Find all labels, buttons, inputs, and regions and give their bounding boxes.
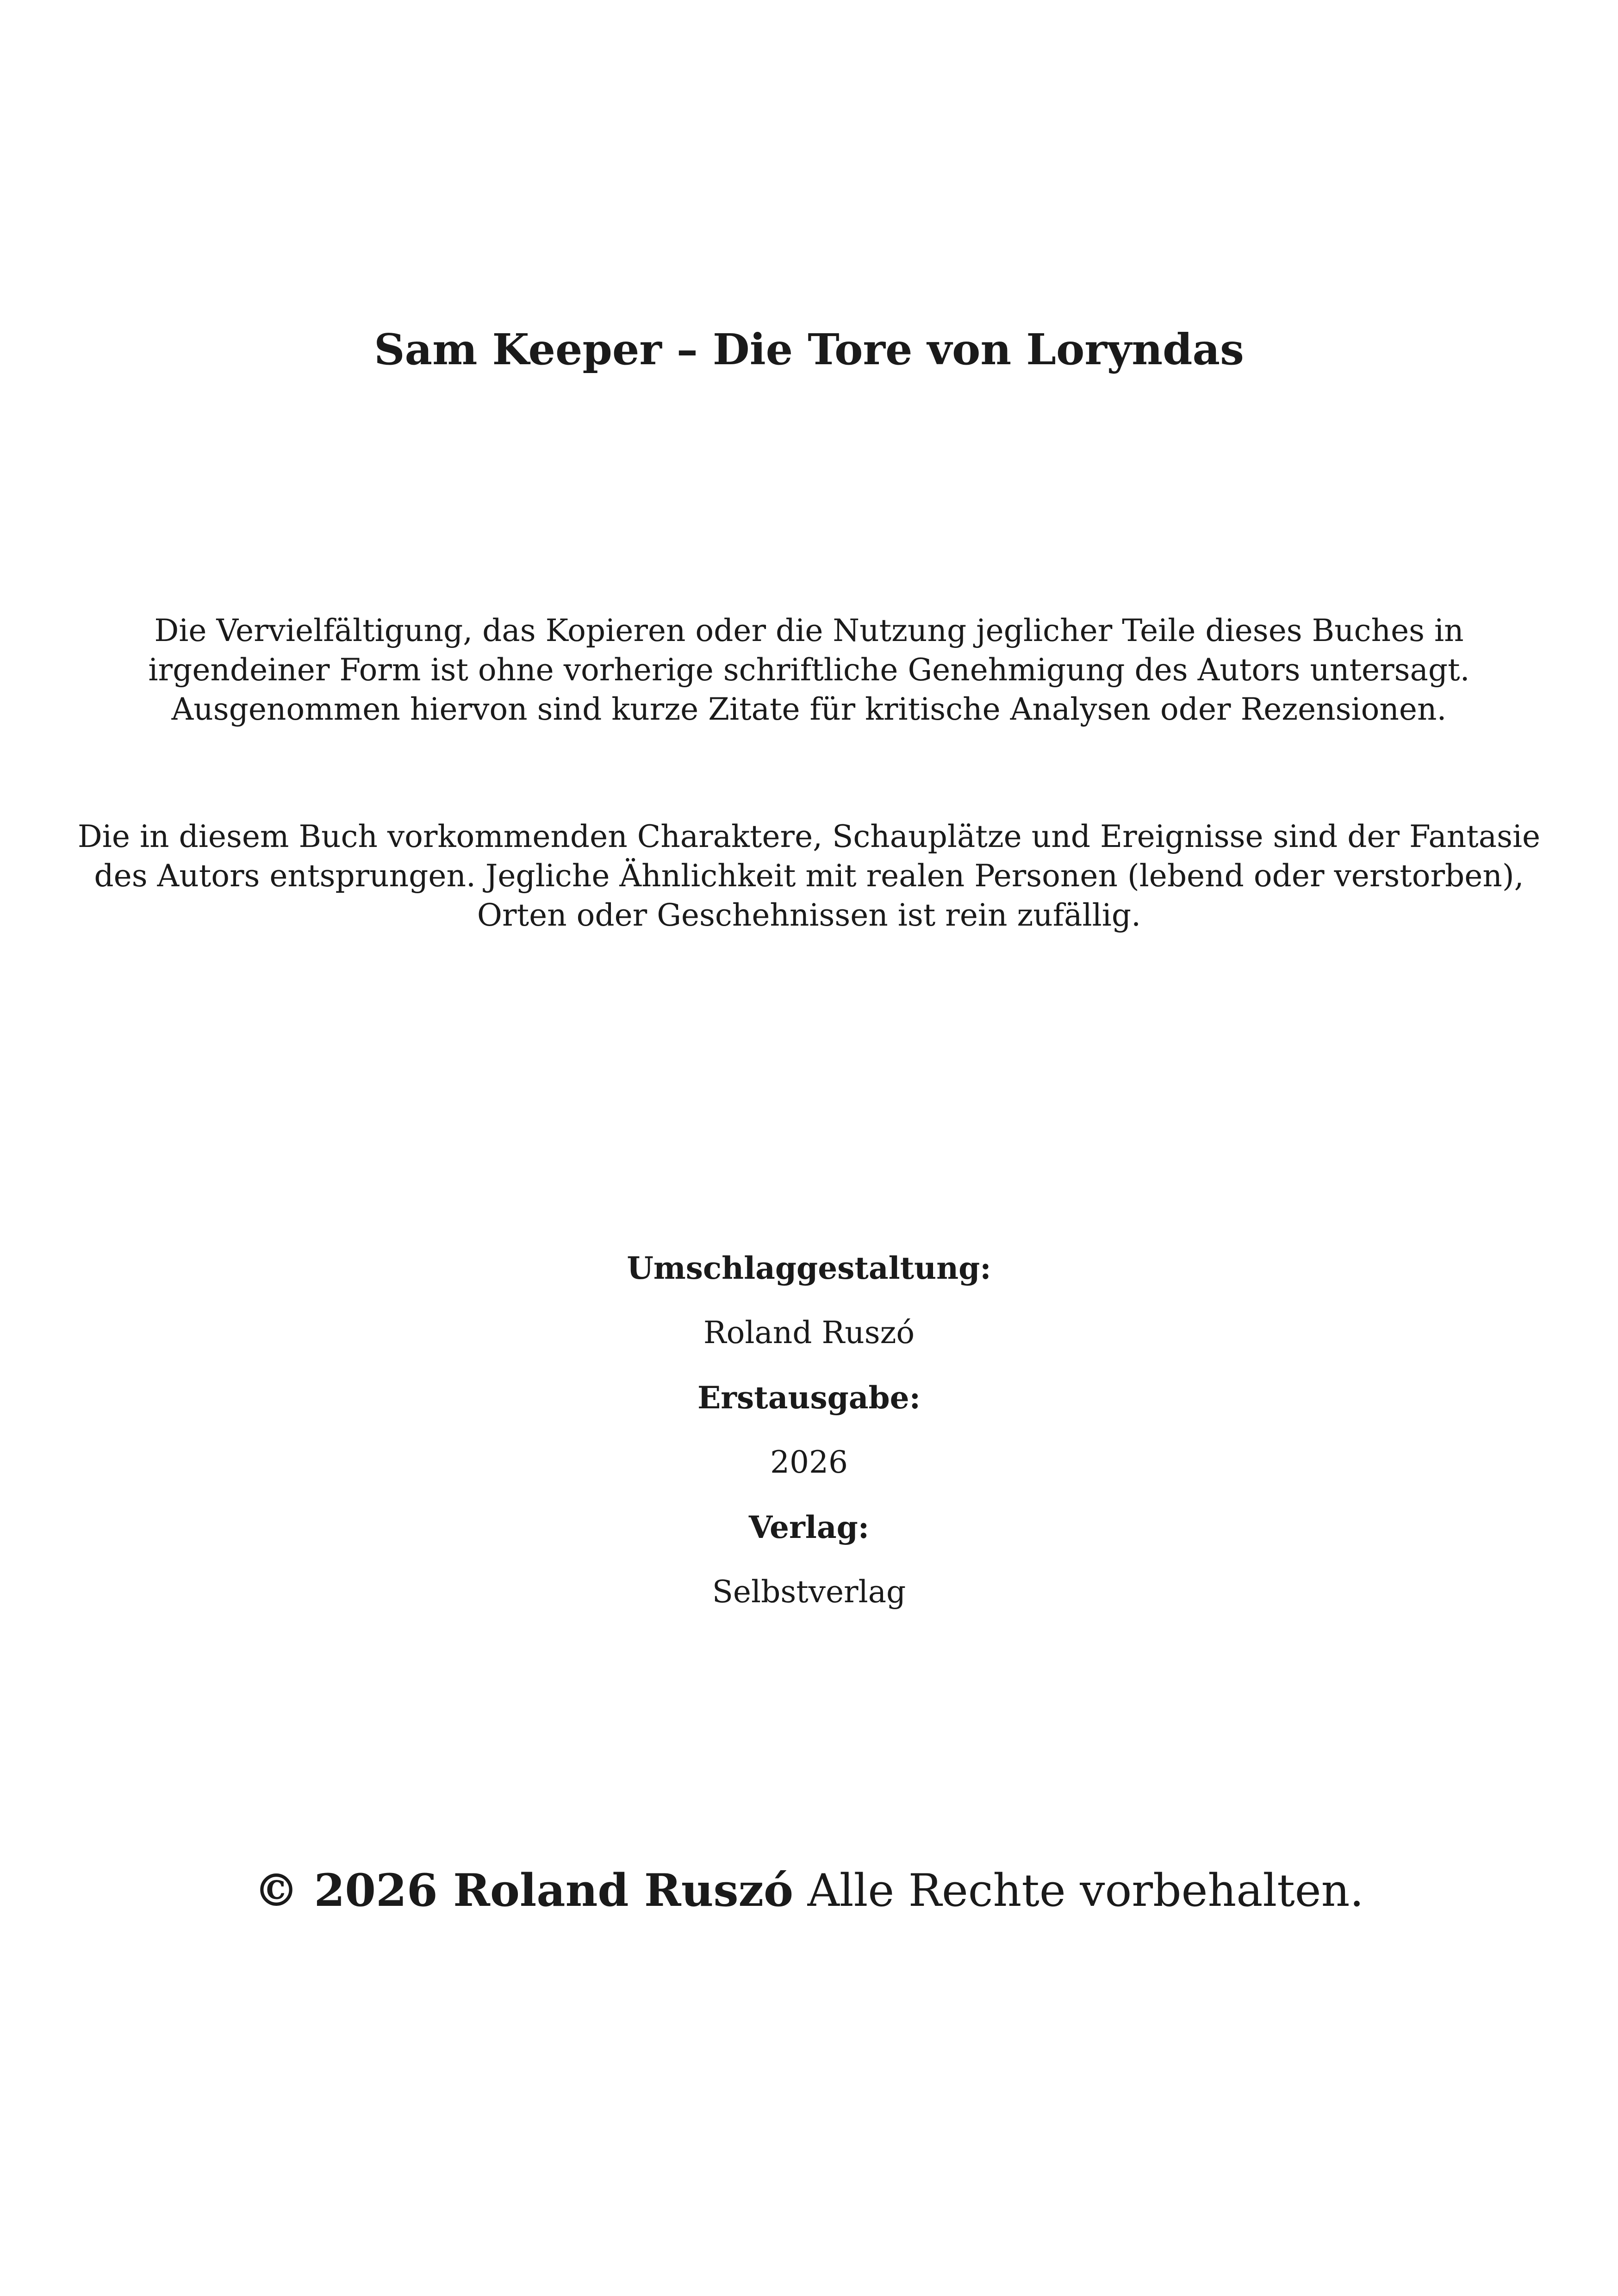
- notice-line: irgendeiner Form ist ohne vorherige schriftliche Genehmigung des Autors untersagt.: [148, 652, 1470, 688]
- book-title: Sam Keeper – Die Tore von Loryndas: [374, 324, 1244, 374]
- notice-line: Ausgenommen hiervon sind kurze Zitate für kritische Analysen oder Rezensionen.: [171, 691, 1447, 727]
- publisher-label: Verlag:: [748, 1509, 870, 1545]
- disclaimer-line: des Autors entsprungen. Jegliche Ähnlichkeit mit realen Personen (lebend oder verstorben),: [94, 858, 1524, 894]
- fiction-disclaimer: [0, 817, 1618, 935]
- credits-list: [0, 1236, 1618, 1624]
- publisher-value: Selbstverlag: [712, 1574, 906, 1610]
- first-edition-label: Erstausgabe:: [697, 1380, 921, 1416]
- cover-design-value: Roland Ruszó: [703, 1315, 915, 1350]
- rights-reserved: Alle Rechte vorbehalten.: [807, 1865, 1364, 1916]
- cover-design-label: Umschlaggestaltung:: [627, 1250, 991, 1286]
- disclaimer-line: Orten oder Geschehnissen ist rein zufällig.: [477, 897, 1141, 933]
- copyright-line: [0, 1860, 1618, 1921]
- disclaimer-line: Die in diesem Buch vorkommenden Charaktere, Schauplätze und Ereignisse sind der Fantasie: [77, 819, 1541, 854]
- reproduction-notice: [0, 611, 1618, 729]
- notice-line: Die Vervielfältigung, das Kopieren oder die Nutzung jeglicher Teile dieses Buches in: [154, 613, 1464, 648]
- copyright-holder: © 2026 Roland Ruszó: [254, 1864, 794, 1916]
- first-edition-value: 2026: [770, 1444, 848, 1480]
